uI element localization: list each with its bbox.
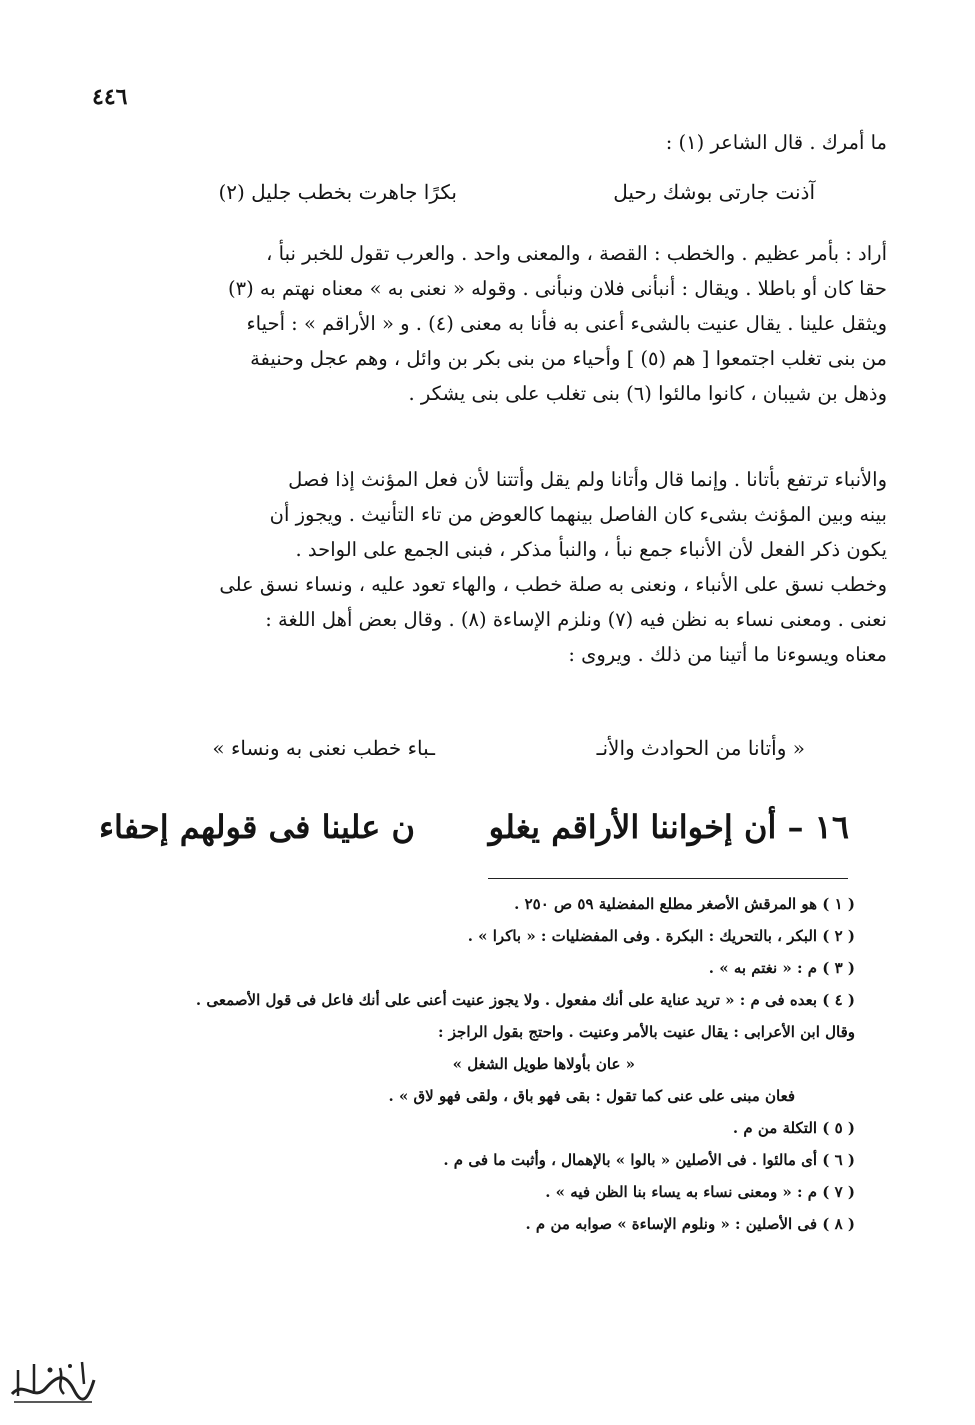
- footnote: ( ٧ ) م : « ومعنى نساء به يساء بنا الظن فيه » .: [545, 1183, 855, 1201]
- paragraph-line: بينه وبين المؤنث بشىء كان الفاصل بينهما كالعوض من تاء التأنيث . ويجوز أن: [269, 503, 887, 526]
- paragraph-line: والأنباء ترتفع بأتانا . وإنما قال وأتانا ولم يقل وأتتنا لأن فعل المؤنث إذا فصل: [288, 468, 887, 491]
- footnote: ( ١ ) هو المرقش الأصغر مطلع المفضلية ٥٩ ص ٢٥٠ .: [514, 895, 855, 913]
- page-number: ٤٤٦: [92, 84, 128, 110]
- intro-line: [96, 125, 887, 160]
- paragraph-line: أراد : بأمر عظيم . والخطب : القصة ، والمعنى واحد . والعرب تقول للخبر نبأ ،: [266, 242, 887, 265]
- verse2-first-hemistich: « وأتانا من الحوادث والأنـ: [596, 736, 805, 760]
- footnotes: [90, 888, 855, 1240]
- paragraph-line: وذهل بن شيبان ، كانوا مالئوا (٦) بنى تغلب على بنى يشكر .: [408, 382, 887, 405]
- verse3-first-hemistich: ١٦ – أن إخواننا الأراقم يغلو: [488, 808, 849, 846]
- footnote: ( ٨ ) فى الأصلين : « ونلوم الإساءة » صوابه من م .: [525, 1215, 855, 1233]
- verse2-second-hemistich: ـباء خطب نعنى به ونساء »: [212, 736, 435, 760]
- footnote: ( ٤ ) بعده فى م : « تريد عناية على أنك مفعول . ولا يجوز عنيت أعنى على أنك فاعل فى قول الأصمعى .: [195, 991, 855, 1009]
- paragraph-line: من بنى تغلب اجتمعوا [ هم (٥) ] وأحياء من بنى بكر بن وائل ، وهم عجل وحنيفة: [250, 347, 887, 370]
- publisher-logo-icon: [4, 1350, 99, 1408]
- footnote: ( ٥ ) التكلة من م .: [732, 1119, 855, 1137]
- footnote: ( ٢ ) البكر ، بالتحريك : البكرة . وفى المفضليات : « باكرا » .: [467, 927, 855, 945]
- paragraph-line: وخطب نسق على الأنباء ، ونعنى به صلة خطب ، والهاء تعود عليه ، ونساء نسق على: [219, 573, 887, 596]
- footnote-quoted-verse: « عان بأولاها طويل الشغل »: [452, 1055, 635, 1073]
- footnote: ( ٣ ) م : « نغتم به » .: [708, 959, 855, 977]
- verse1-first-hemistich: آذنت جارتى بوشك رحيل: [613, 180, 815, 204]
- footnote: ( ٦ ) أى مالئوا . فى الأصلين « بالوا » بالإهمال ، وأثبت ما فى م .: [443, 1151, 855, 1169]
- paragraph-1: [96, 236, 887, 411]
- paragraph-line: حقا كان أو باطلا . ويقال : أنبأنى فلان ونبأنى . وقوله « نعنى به » معناه نهتم به (٣): [228, 277, 887, 300]
- footnote: فعان مبنى على عنى كما تقول : بقى فهو باق ، ولقى فهو لاق » .: [388, 1087, 795, 1105]
- footnote-separator: [488, 878, 848, 879]
- paragraph-line: يكون ذكر الفعل لأن الأنباء جمع نبأ ، والنبأ مذكر ، فبنى الجمع على الواحد .: [295, 538, 887, 561]
- paragraph-line: معناه ويسوءنا ما أتينا من ذلك . ويروى :: [568, 643, 887, 666]
- verse1-second-hemistich: بكرًا جاهرت بخطب جليل (٢): [218, 180, 457, 204]
- paragraph-line: ويثقل علينا . يقال عنيت بالشىء أعنى به فأنا به معنى (٤) . و « الأراقم » : أحياء: [246, 312, 887, 335]
- paragraph-2: [96, 462, 887, 672]
- intro-text: ما أمرك . قال الشاعر (١) :: [665, 131, 887, 154]
- paragraph-line: نعنى . ومعنى نساء به نظن فيه (٧) ونلزم الإساءة (٨) . وقال بعض أهل اللغة :: [265, 608, 887, 631]
- verse3-second-hemistich: ن علينا فى قولهم إحفاء: [98, 808, 415, 846]
- footnote: وقال ابن الأعرابى : يقال عنيت بالأمر وعنيت . واحتج بقول الراجز :: [438, 1023, 855, 1041]
